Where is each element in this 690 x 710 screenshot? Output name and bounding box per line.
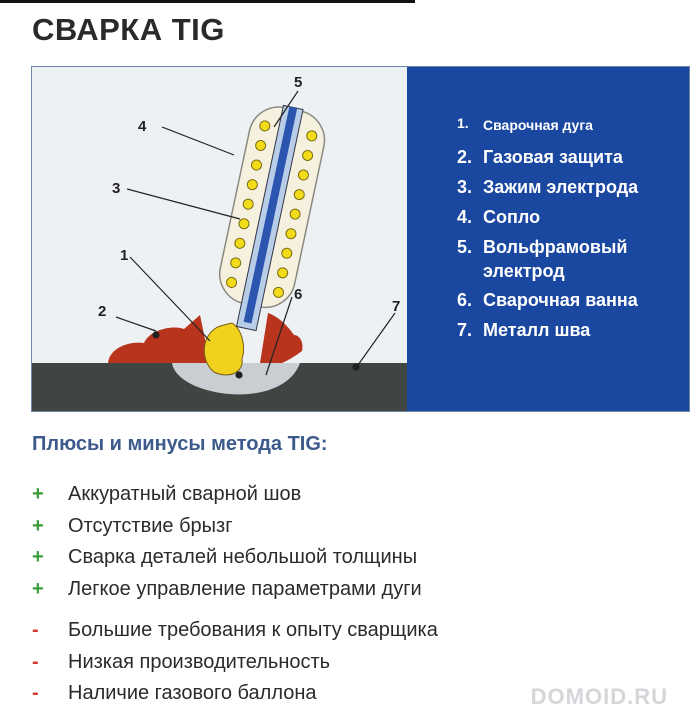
legend-list xyxy=(457,113,647,348)
tig-torch-diagram xyxy=(32,67,407,412)
minus-icon: - xyxy=(32,682,39,705)
legend-item xyxy=(457,113,647,137)
legend-item xyxy=(457,145,647,170)
pro-text: Легкое управление параметрами дуги xyxy=(68,577,422,600)
legend-item xyxy=(457,235,647,283)
legend-number: 7. xyxy=(457,320,473,340)
legend-number: 5. xyxy=(457,237,473,257)
legend-text: Металл шва xyxy=(483,320,591,340)
watermark: DOMOID.RU xyxy=(530,684,668,709)
plus-icon: + xyxy=(32,483,44,506)
callout-label-6: 6 xyxy=(294,286,303,303)
minus-icon: - xyxy=(32,650,39,673)
con-text: Большие требования к опыту сварщика xyxy=(68,619,438,642)
con-item xyxy=(32,678,438,710)
legend-panel xyxy=(407,67,690,412)
con-text: Низкая производительность xyxy=(68,650,331,673)
con-item xyxy=(32,615,438,647)
pool-marker-dot xyxy=(236,372,242,378)
plus-icon: + xyxy=(32,514,44,537)
pros-list xyxy=(32,479,422,605)
legend-item xyxy=(457,318,647,343)
legend-number: 6. xyxy=(457,290,473,310)
pro-item xyxy=(32,511,422,543)
diagram-panel xyxy=(31,66,690,412)
legend-text: Сопло xyxy=(483,207,541,227)
pro-text: Аккуратный сварной шов xyxy=(68,483,302,506)
metal-marker-dot xyxy=(353,364,359,370)
legend-number: 2. xyxy=(457,147,473,167)
legend-text: Вольфрамовый электрод xyxy=(483,237,628,281)
con-item xyxy=(32,647,438,679)
legend-number: 3. xyxy=(457,177,473,197)
plus-icon: + xyxy=(32,577,44,600)
top-rule xyxy=(0,0,415,3)
callout-label-1: 1 xyxy=(120,247,129,264)
page-title: СВАРКА TIG xyxy=(32,12,225,47)
legend-text: Зажим электрода xyxy=(483,177,639,197)
legend-text: Газовая защита xyxy=(483,147,623,167)
legend-number: 4. xyxy=(457,207,473,227)
pro-item xyxy=(32,542,422,574)
pro-text: Сварка деталей небольшой толщины xyxy=(68,546,418,569)
pro-item xyxy=(32,479,422,511)
plus-icon: + xyxy=(32,546,44,569)
bead-marker-dot xyxy=(153,332,159,338)
pro-text: Отсутствие брызг xyxy=(68,514,233,537)
legend-item xyxy=(457,288,647,313)
callout-label-5: 5 xyxy=(294,74,303,91)
legend-item xyxy=(457,175,647,200)
legend-text: Сварочная дуга xyxy=(483,117,593,133)
minus-icon: - xyxy=(32,619,39,642)
pro-item xyxy=(32,574,422,606)
callout-label-7: 7 xyxy=(392,298,401,315)
pros-cons-heading: Плюсы и минусы метода TIG: xyxy=(32,433,328,455)
callout-label-3: 3 xyxy=(112,180,121,197)
legend-number: 1. xyxy=(457,115,469,131)
legend-item xyxy=(457,205,647,230)
con-text: Наличие газового баллона xyxy=(68,682,317,705)
callout-label-4: 4 xyxy=(138,118,147,135)
legend-text: Сварочная ванна xyxy=(483,290,638,310)
cons-list xyxy=(32,615,438,710)
callout-label-2: 2 xyxy=(98,303,107,320)
